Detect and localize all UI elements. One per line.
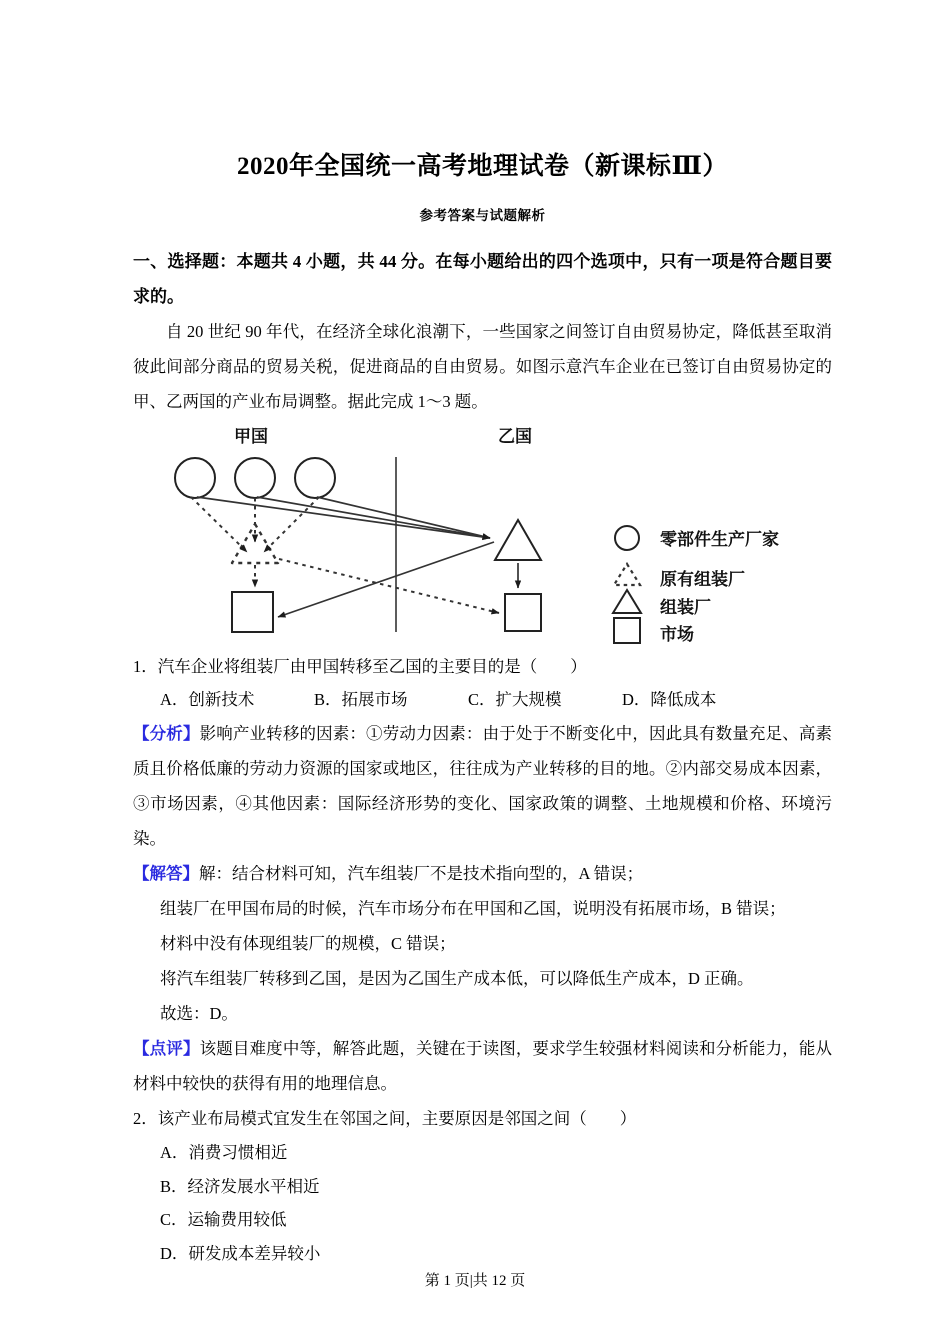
flow-assembly-plant-to-left-market	[278, 542, 494, 617]
assembly-plant-triangle	[495, 520, 541, 560]
legend-circle-icon	[615, 526, 639, 550]
legend-dotted-triangle-icon	[614, 564, 640, 585]
analysis-paragraph	[133, 717, 832, 857]
legend-label-0: 零部件生产厂家	[660, 529, 779, 549]
question-1-text: 汽车企业将组装厂由甲国转移至乙国的主要目的是（ ）	[157, 656, 587, 676]
section-heading: 一、选择题：本题共 4 小题，共 44 分。在每小题给出的四个选项中，只有一项是符合题目要求的。	[133, 252, 832, 306]
legend-label-1: 原有组装厂	[660, 569, 745, 589]
comment-text: 该题目难度中等，解答此题，关键在于读图，要求学生较强材料阅读和分析能力，能从材料中较快的获得有用的地理信息。	[133, 1038, 833, 1093]
page-footer: 第 1 页|共 12 页	[424, 1273, 526, 1289]
intro-paragraph: 自 20 世纪 90 年代，在经济全球化浪潮下，一些国家之间签订自由贸易协定，降低甚至取消彼此间部分商品的贸易关税，促进商品的自由贸易。如图示意汽车企业在已签订自由贸易协定的甲、乙两国的产业布局调整。据此完成 1～3 题。	[133, 321, 832, 411]
question-2-option-d[interactable]: D．研发成本差异较小	[160, 1244, 321, 1264]
parts-supplier-circle-1	[175, 458, 215, 498]
solution-line-2: 材料中没有体现组装厂的规模，C 错误；	[160, 934, 456, 954]
solution-line-3: 将汽车组装厂转移到乙国，是因为乙国生产成本低，可以降低生产成本，D 正确。	[160, 969, 754, 988]
parts-supplier-circle-2	[235, 458, 275, 498]
question-2-stem	[133, 1102, 832, 1136]
solution-tag: 【解答】	[133, 864, 199, 884]
market-square-left	[232, 592, 273, 632]
question-1-number: 1．	[133, 656, 158, 676]
legend-label-2: 组装厂	[660, 597, 711, 617]
figure-label-country-left: 甲国	[234, 426, 268, 446]
question-2-number: 2．	[133, 1108, 158, 1128]
question-1-option-a[interactable]: A．创新技术	[160, 690, 255, 710]
solution-line-0	[133, 857, 832, 892]
question-2-options-row-1	[133, 1136, 832, 1204]
flow-supplier3-to-original-plant	[264, 497, 319, 552]
figure-legend	[613, 526, 779, 644]
question-2-options-row-2	[133, 1203, 832, 1271]
legend-square-icon	[614, 618, 640, 643]
flow-supplier2-to-assembly-plant	[257, 497, 490, 538]
question-2-option-a[interactable]: A．消费习惯相近	[160, 1142, 288, 1162]
question-1-analysis	[133, 717, 832, 857]
figure-label-country-right: 乙国	[498, 426, 532, 446]
analysis-text: 影响产业转移的因素：①劳动力因素：由于处于不断变化中，因此具有数量充足、高素质且价格低廉的劳动力资源的国家或地区，往往成为产业转移的目的地。②内部交易成本因素，③市场因素，④其他因素：国际经济形势的变化、国家政策的调整、土地规模和价格、环境污染。	[133, 724, 833, 849]
page-title: 2020年全国统一高考地理试卷（新课标Ⅲ）	[237, 153, 728, 180]
industry-layout-figure	[133, 424, 832, 650]
question-2-option-c[interactable]: C．运输费用较低	[160, 1210, 287, 1230]
question-2-text: 该产业布局模式宜发生在邻国之间，主要原因是邻国之间（ ）	[157, 1108, 637, 1128]
question-1-solution	[133, 857, 832, 1032]
market-square-right	[505, 594, 541, 631]
comment-tag: 【点评】	[133, 1038, 200, 1058]
solution-line-4: 故选：D。	[160, 1003, 238, 1023]
flow-supplier1-to-original-plant	[191, 497, 247, 552]
question-1-option-b[interactable]: B．拓展市场	[314, 690, 408, 710]
page-subtitle: 参考答案与试题解析	[419, 208, 546, 223]
legend-triangle-icon	[613, 590, 641, 613]
analysis-tag: 【分析】	[133, 724, 200, 744]
question-1-options	[133, 683, 832, 717]
question-1-option-c[interactable]: C．扩大规模	[468, 690, 562, 710]
comment-paragraph	[133, 1032, 832, 1102]
question-1-option-d[interactable]: D．降低成本	[622, 690, 717, 710]
question-1-stem	[133, 650, 832, 684]
solution-text-0: 解：结合材料可知，汽车组装厂不是技术指向型的，A 错误；	[199, 864, 644, 884]
question-2-option-b[interactable]: B．经济发展水平相近	[160, 1176, 320, 1196]
solution-line-1: 组装厂在甲国布局的时候，汽车市场分布在甲国和乙国，说明没有拓展市场，B 错误；	[160, 899, 786, 919]
figure-svg	[133, 424, 849, 650]
question-1-comment	[133, 1032, 832, 1102]
parts-supplier-circle-3	[295, 458, 335, 498]
legend-label-3: 市场	[660, 624, 694, 644]
